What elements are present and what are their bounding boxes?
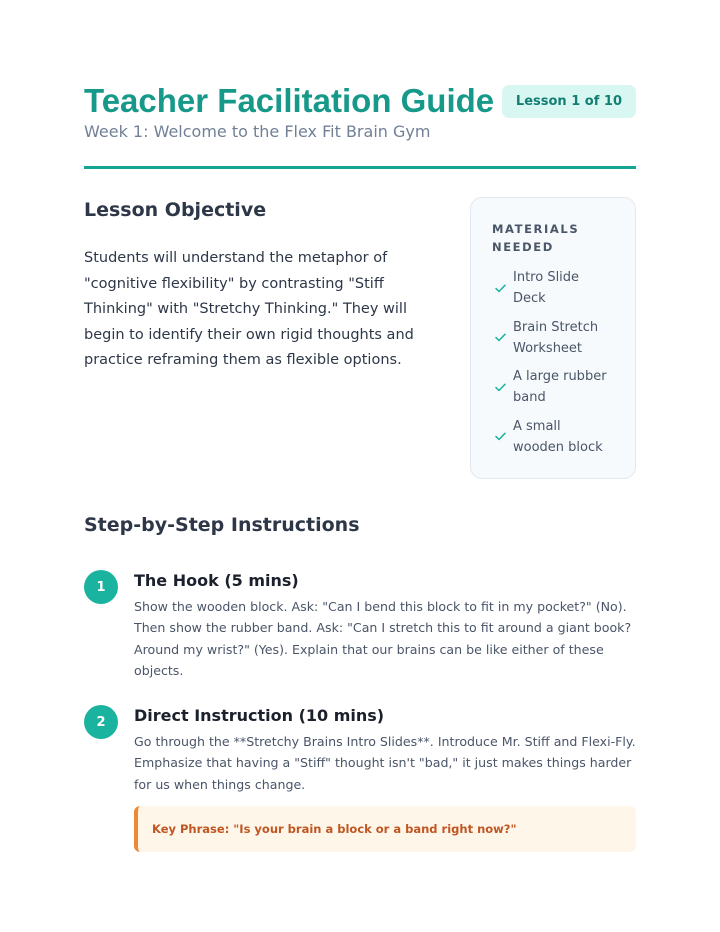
key-phrase-callout [134,806,636,852]
check-icon [492,284,508,293]
materials-label: MATERIALS NEEDED [492,222,580,254]
materials-card [470,197,636,479]
lesson-badge: Lesson 1 of 10 [502,85,636,118]
step-number-badge: 2 [84,705,118,739]
page-title: Teacher Facilitation Guide [84,82,495,119]
step-body [134,705,636,795]
step-item [84,705,636,795]
material-label: Brain Stretch Worksheet [513,319,599,356]
check-icon [492,383,508,392]
step-description: Go through the **Stretchy Brains Intro Slides**. Introduce Mr. Stiff and Flexi-Fly. Emphasize that having a "Stiff" thought isn't "bad," it just makes things harder for us when things change. [134,734,636,792]
check-icon [492,432,508,441]
step-item [84,570,636,681]
material-label: Intro Slide Deck [513,270,580,306]
step-title: Direct Instruction (10 mins) [134,706,385,725]
step-description: Show the wooden block. Ask: "Can I bend this block to fit in my pocket?" (No). Then show the rubber band. Ask: "Can I stretch this to fit around a giant book? Around my wrist?" (Yes). Explain that our brains can be like either of these objects. [134,599,632,678]
steps-heading: Step-by-Step Instructions [84,514,360,536]
check-icon [492,333,508,342]
list-item [492,317,621,359]
objective-text: Students will understand the metaphor of "cognitive flexibility" by contrasting "Stiff Thinking" with "Stretchy Thinking." They will begin to identify their own rigid thoughts and practice reframing them as flexible options. [84,250,414,368]
list-item [492,267,621,309]
list-item [492,366,621,408]
step-title: The Hook (5 mins) [134,571,299,590]
key-phrase-text: Key Phrase: "Is your brain a block or a band right now?" [152,822,517,836]
step-number-badge: 1 [84,570,118,604]
page-header [84,80,636,143]
step-body [134,570,636,681]
material-label: A large rubber band [513,369,607,405]
list-item [492,416,621,458]
objective-heading: Lesson Objective [84,199,267,221]
page-subtitle: Week 1: Welcome to the Flex Fit Brain Gym [84,122,431,141]
material-label: A small wooden block [513,418,603,455]
materials-list [492,267,621,458]
header-divider [84,166,636,169]
